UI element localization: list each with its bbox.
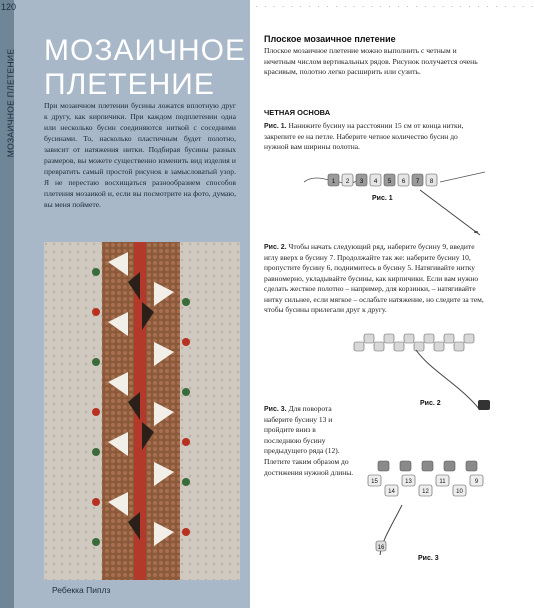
figure-3-label: Рис. 3	[418, 555, 439, 562]
bead-2-label: 2	[345, 178, 350, 185]
bead-6-label: 6	[401, 178, 406, 185]
bead-16-label: 16	[377, 545, 385, 551]
left-page	[0, 0, 250, 608]
page-header-dots: · · · · · · · · · · · · · · · · · · · · · · · · · · · · · · · ·	[255, 2, 535, 11]
bead-15-label: 15	[371, 479, 378, 485]
figure-2-label: Рис. 2	[420, 400, 441, 407]
figure-1-diagram	[300, 160, 490, 240]
bead-8-label: 8	[429, 178, 434, 185]
bead-3-label: 3	[359, 178, 364, 185]
bead-10-label: 10	[456, 489, 463, 495]
bead-9-label: 9	[474, 479, 479, 485]
step-2-text: Чтобы начать следующий ряд, наберите бусину 9, введите иглу вверх в бусину 7. Продолжайте так же: наберите бусину 10, пропустите бусину 6, поднимитесь в бусину 5. Натягивайте нитку равномерно, укладывайте бусины, как кирпичики. Если вам нужно сделать жесткое полотно – например, для корзинки, – натягивайте нитку сильнее, если мягкое – ослабьте натяжение, но следите за тем, чтобы бусины прилегали друг к другу.	[264, 242, 484, 314]
bead-7-label: 7	[415, 178, 420, 185]
bead-11-label: 11	[439, 479, 446, 485]
figure-3-diagram	[362, 455, 492, 565]
step-1-label: Рис. 1.	[264, 123, 287, 130]
step-3-label: Рис. 3.	[264, 406, 287, 413]
right-page-title: Плоское мозаичное плетение	[264, 34, 396, 44]
bead-12-label: 12	[422, 489, 429, 495]
bead-13-label: 13	[405, 479, 412, 485]
title-line-2: ПЛЕТЕНИЕ	[44, 68, 215, 101]
step-3-text: Для поворота наберите бусину 13 и пройдите вниз в последнюю бусину предыдущего ряда (12). Плетите таким образом до достижения нужной длины.	[264, 404, 354, 477]
beadwork-illustration	[44, 242, 240, 580]
section-label: МОЗАИЧНОЕ ПЛЕТЕНИЕ	[5, 48, 16, 158]
step-2	[264, 242, 486, 316]
step-1-text: Нанижите бусину на расстоянии 15 см от конца нитки, закрепите ее на петле. Наберите четное количество бусин до нужной вам ширины полотна.	[264, 121, 464, 151]
step-3	[264, 404, 354, 478]
page-number: 120	[1, 2, 17, 12]
intro-text: При мозаичном плетении бусины ложатся вплотную друг к другу, как кирпичики. При каждом подплетении одна или несколько бусин соединяются ниткой с соседними бусинами. То, насколько пластичным будет полотно, зависит от натяжения нитки. Подбирая бусины разных размеров, вы можете существенно изменить вид изделия и превратить самый простой рисунок в замысловатый узор. Я не перестаю восхищаться разнообразием способов плетения мозаикой и, если вы посмотрите на фото, думаю, вы меня поймете.	[44, 101, 236, 209]
bead-4-label: 4	[373, 178, 378, 185]
photo-caption: Ребекка Пиплз	[52, 585, 111, 595]
beadwork-photo	[44, 242, 240, 580]
figure-1-label: Рис. 1	[372, 195, 393, 202]
bead-5-label: 5	[387, 178, 392, 185]
step-2-label: Рис. 2.	[264, 244, 287, 251]
bead-1-label: 1	[331, 178, 336, 185]
page-title	[44, 34, 247, 102]
bead-14-label: 14	[388, 489, 395, 495]
subhead: ЧЕТНАЯ ОСНОВА	[264, 108, 331, 117]
title-line-1: МОЗАИЧНОЕ	[44, 34, 247, 67]
step-1	[264, 121, 482, 153]
right-intro-text: Плоское мозаичное плетение можно выполнить с четным и нечетным числом вертикальных рядов. Рисунок получается очень красивым, полотно легко расширить или сузить.	[264, 46, 478, 76]
